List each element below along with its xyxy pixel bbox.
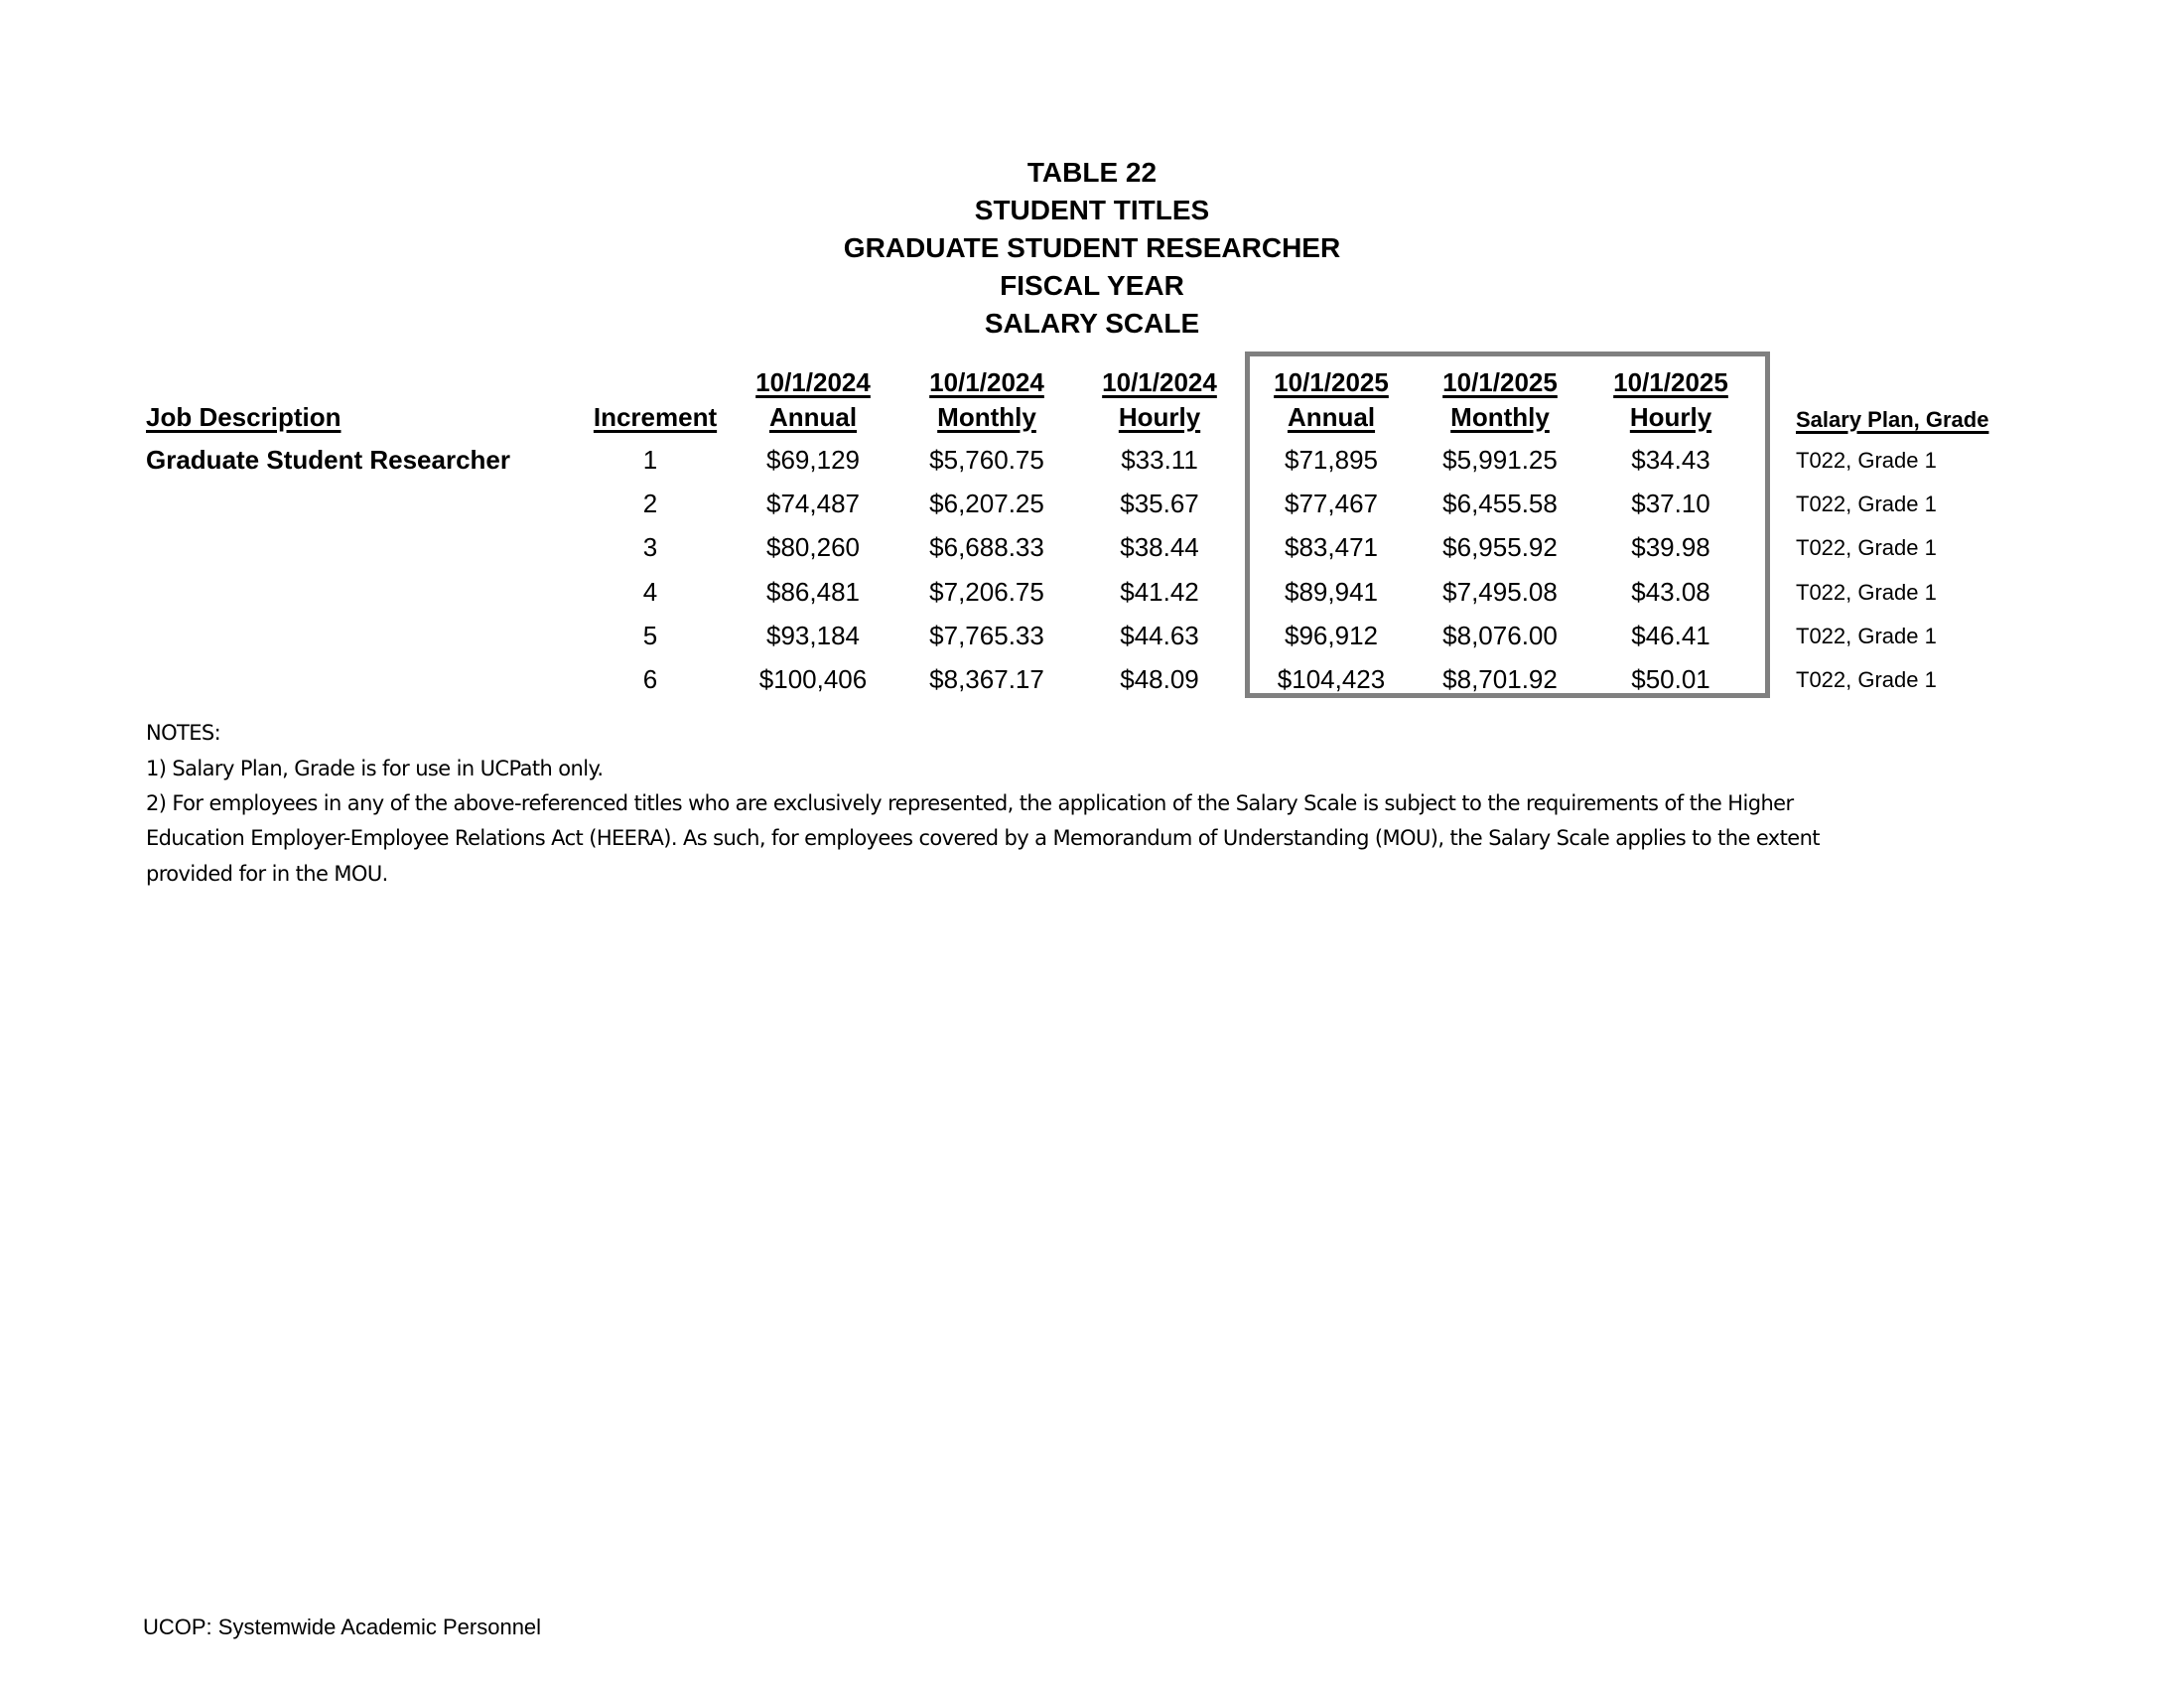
salary-cell-2025-hourly: $50.01 [1631, 664, 1710, 694]
category-title: STUDENT TITLES [974, 195, 1210, 225]
salary-scale-title: SALARY SCALE [984, 308, 1200, 339]
salary-cell-2025-hourly: $43.08 [1631, 577, 1710, 607]
header-label-2025-monthly: Monthly [1450, 402, 1550, 432]
header-date-2024-monthly: 10/1/2024 [929, 367, 1044, 397]
increment-cell: 4 [642, 577, 658, 607]
footer-source: UCOP: Systemwide Academic Personnel [143, 1615, 542, 1639]
salary-cell-2025-hourly: $39.98 [1631, 532, 1710, 562]
notes-heading: NOTES: [146, 721, 221, 745]
fiscal-year-title: FISCAL YEAR [1000, 270, 1184, 301]
header-date-2025-hourly: 10/1/2025 [1613, 367, 1728, 397]
salary-cell-2024-monthly: $6,207.25 [929, 489, 1044, 518]
increment-cell: 6 [642, 664, 658, 694]
salary-cell-2024-annual: $93,184 [766, 621, 860, 650]
note-line: provided for in the MOU. [146, 862, 388, 886]
salary-plan-cell: T022, Grade 1 [1796, 580, 1937, 605]
salary-cell-2024-monthly: $5,760.75 [929, 445, 1044, 475]
salary-cell-2024-hourly: $33.11 [1121, 445, 1198, 475]
salary-cell-2024-hourly: $48.09 [1120, 664, 1199, 694]
note-line: Education Employer-Employee Relations Act (HEERA). As such, for employees covered by a Memorandum of Understanding (MOU), the Salary Scale applies to the extent [146, 826, 1820, 850]
increment-cell: 5 [642, 621, 658, 650]
header-date-2024-hourly: 10/1/2024 [1102, 367, 1217, 397]
table-number: TABLE 22 [1026, 157, 1158, 188]
header-label-2024-hourly: Hourly [1118, 402, 1201, 432]
salary-cell-2024-annual: $69,129 [766, 445, 860, 475]
salary-cell-2024-hourly: $38.44 [1120, 532, 1199, 562]
salary-cell-2024-monthly: $7,206.75 [929, 577, 1044, 607]
salary-cell-2025-annual: $71,895 [1285, 445, 1378, 475]
salary-plan-cell: T022, Grade 1 [1796, 667, 1937, 692]
note-line: 1) Salary Plan, Grade is for use in UCPath only. [146, 757, 604, 780]
salary-cell-2024-hourly: $41.42 [1120, 577, 1199, 607]
salary-plan-cell: T022, Grade 1 [1796, 624, 1937, 648]
salary-cell-2025-annual: $96,912 [1285, 621, 1378, 650]
salary-cell-2025-annual: $89,941 [1285, 577, 1378, 607]
increment-cell: 1 [642, 445, 658, 475]
salary-cell-2024-annual: $74,487 [766, 489, 860, 518]
salary-cell-2024-annual: $80,260 [766, 532, 860, 562]
salary-cell-2024-annual: $86,481 [766, 577, 860, 607]
header-label-2024-monthly: Monthly [937, 402, 1036, 432]
header-job-description: Job Description [146, 402, 341, 432]
salary-cell-2024-monthly: $7,765.33 [929, 621, 1044, 650]
header-date-2025-annual: 10/1/2025 [1274, 367, 1389, 397]
salary-cell-2025-annual: $77,467 [1285, 489, 1378, 518]
salary-cell-2024-hourly: $44.63 [1120, 621, 1199, 650]
increment-cell: 3 [642, 532, 658, 562]
salary-cell-2024-monthly: $8,367.17 [929, 664, 1044, 694]
job-title: Graduate Student Researcher [146, 445, 511, 475]
salary-cell-2025-monthly: $8,701.92 [1442, 664, 1558, 694]
salary-cell-2025-monthly: $6,955.92 [1442, 532, 1558, 562]
header-label-2025-annual: Annual [1287, 402, 1376, 432]
salary-cell-2025-hourly: $34.43 [1631, 445, 1710, 475]
header-date-2024-annual: 10/1/2024 [755, 367, 871, 397]
header-label-2024-annual: Annual [768, 402, 858, 432]
note-line: 2) For employees in any of the above-referenced titles who are exclusively represented, the application of the Salary Scale is subject to the requirements of the Higher [146, 791, 1794, 815]
header-increment: Increment [593, 402, 718, 432]
salary-cell-2025-hourly: $46.41 [1631, 621, 1710, 650]
salary-cell-2024-hourly: $35.67 [1120, 489, 1199, 518]
salary-cell-2025-monthly: $6,455.58 [1442, 489, 1558, 518]
salary-cell-2025-annual: $104,423 [1277, 664, 1386, 694]
salary-cell-2025-monthly: $5,991.25 [1442, 445, 1558, 475]
header-salary-plan: Salary Plan, Grade [1796, 407, 1989, 432]
salary-cell-2025-hourly: $37.10 [1631, 489, 1710, 518]
salary-cell-2025-monthly: $7,495.08 [1442, 577, 1558, 607]
salary-plan-cell: T022, Grade 1 [1796, 535, 1937, 560]
position-title: GRADUATE STUDENT RESEARCHER [843, 232, 1341, 263]
salary-plan-cell: T022, Grade 1 [1796, 448, 1937, 473]
salary-cell-2025-monthly: $8,076.00 [1442, 621, 1558, 650]
salary-plan-cell: T022, Grade 1 [1796, 492, 1937, 516]
salary-cell-2024-annual: $100,406 [758, 664, 868, 694]
increment-cell: 2 [642, 489, 658, 518]
salary-cell-2025-annual: $83,471 [1285, 532, 1378, 562]
salary-cell-2024-monthly: $6,688.33 [929, 532, 1044, 562]
header-date-2025-monthly: 10/1/2025 [1442, 367, 1558, 397]
header-label-2025-hourly: Hourly [1629, 402, 1712, 432]
